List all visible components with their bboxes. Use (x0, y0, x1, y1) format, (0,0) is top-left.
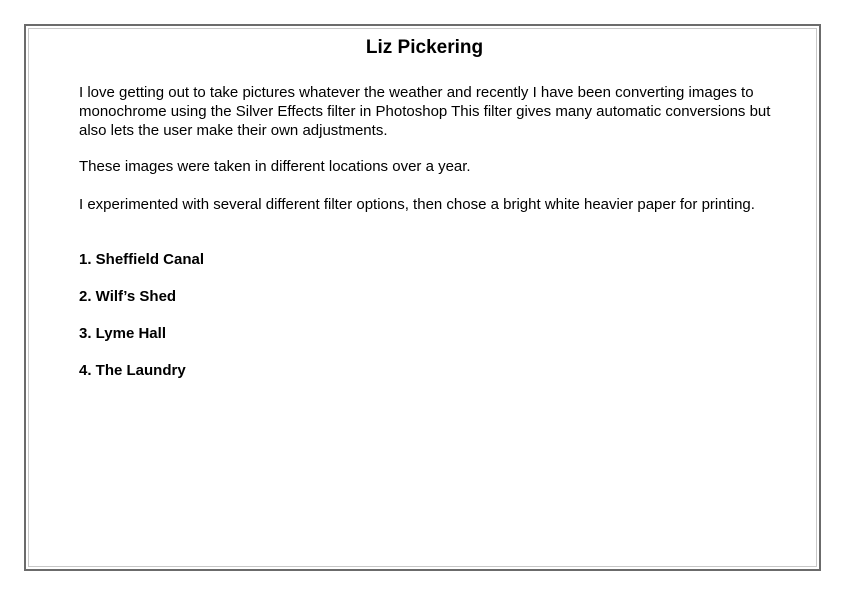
document-title: Liz Pickering (365, 37, 484, 58)
image-list-item: 1. Sheffield Canal (79, 251, 205, 268)
process-paragraph: I experimented with several different filter options, then chose a bright white heavier paper for printing. (79, 196, 755, 213)
intro-paragraph: I love getting out to take pictures whatever the weather and recently I have been converting images to monochrome using the Silver Effects filter in Photoshop This filter gives many automatic conversions but also lets the user make their own adjustments. (79, 84, 771, 139)
image-list-item: 4. The Laundry (79, 362, 186, 379)
locations-paragraph: These images were taken in different locations over a year. (79, 158, 471, 175)
image-list-item: 2. Wilf’s Shed (79, 288, 177, 305)
image-list-item: 3. Lyme Hall (79, 325, 166, 342)
